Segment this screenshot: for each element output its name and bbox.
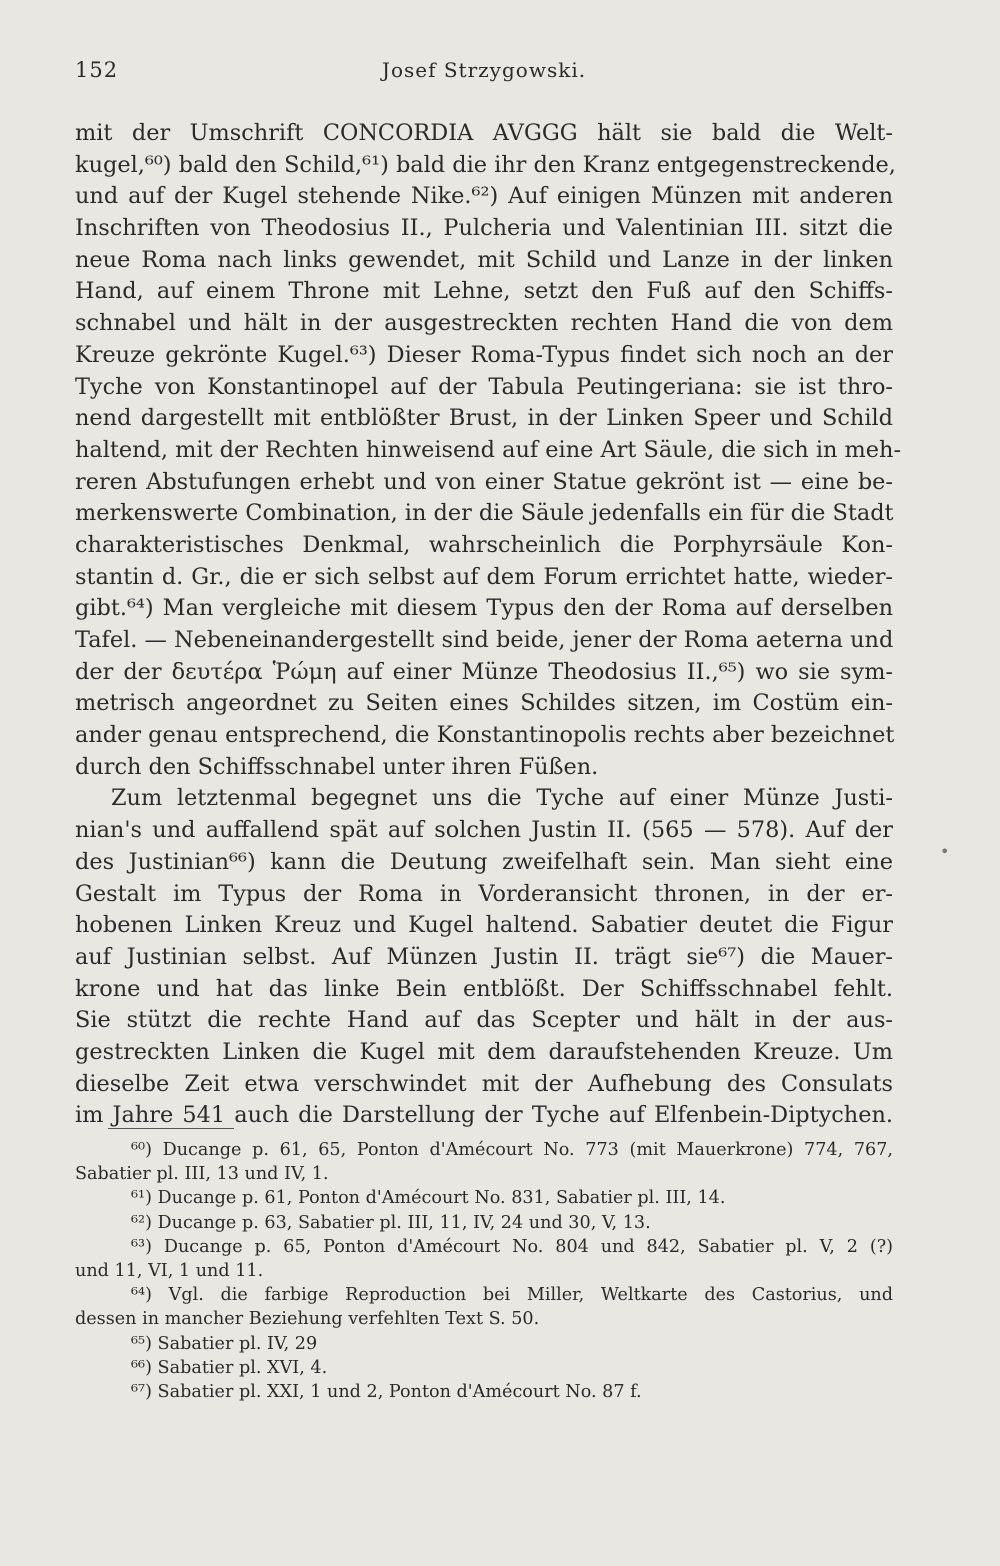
footnote-61: ⁶¹) Ducange p. 61, Ponton d'Amécourt No. 831, Sabatier pl. III, 14. — [131, 1188, 726, 1209]
text-line: auf Justinian selbst. Auf Münzen Justin II. trägt sie⁶⁷) die Mauer- — [75, 943, 893, 970]
footnote-63: ⁶³) Ducange p. 65, Ponton d'Amécourt No. 804 und 842, Sabatier pl. V, 2 (?) — [131, 1236, 893, 1257]
text-line: krone und hat das linke Bein entblößt. Der Schiffsschnabel fehlt. — [75, 975, 893, 1002]
page-number: 152 — [75, 58, 119, 82]
text-line: kugel,⁶⁰) bald den Schild,⁶¹) bald die ihr den Kranz entgegenstreckende, — [75, 151, 896, 178]
text-line: ander genau entsprechend, die Konstantinopolis rechts aber bezeichnet — [75, 722, 895, 749]
footnote-65: ⁶⁵) Sabatier pl. IV, 29 — [131, 1333, 318, 1354]
text-line: Tyche von Konstantinopel auf der Tabula Peutingeriana: sie ist thro- — [75, 373, 893, 400]
text-line: neue Roma nach links gewendet, mit Schild und Lanze in der linken — [75, 246, 893, 273]
footnote-62: ⁶²) Ducange p. 63, Sabatier pl. III, 11, IV, 24 und 30, V, 13. — [131, 1212, 651, 1233]
text-line: Gestalt im Typus der Roma in Vorderansicht thronen, in der er- — [75, 880, 893, 907]
text-line: Hand, auf einem Throne mit Lehne, setzt den Fuß auf den Schiffs- — [75, 278, 893, 305]
text-line: Kreuze gekrönte Kugel.⁶³) Dieser Roma-Typus findet sich noch an der — [75, 341, 893, 368]
footnote-64-cont: dessen in mancher Beziehung verfehlten Text S. 50. — [75, 1309, 540, 1330]
paragraph-end-line: durch den Schiffsschnabel unter ihren Füßen. — [75, 753, 599, 780]
text-line: reren Abstufungen erhebt und von einer Statue gekrönt ist — eine be- — [75, 468, 893, 495]
text-line: und auf der Kugel stehende Nike.⁶²) Auf einigen Münzen mit anderen — [75, 183, 893, 210]
text-line: haltend, mit der Rechten hinweisend auf eine Art Säule, die sich in meh- — [75, 436, 902, 463]
text-line: charakteristisches Denkmal, wahrscheinlich die Porphyrsäule Kon- — [75, 531, 893, 558]
text-line: Tafel. — Nebeneinandergestellt sind beide, jener der Roma aeterna und — [75, 627, 894, 653]
footnote-60: ⁶⁰) Ducange p. 61, 65, Ponton d'Amécourt No. 773 (mit Mauerkrone) 774, 767, — [131, 1140, 893, 1160]
running-title: Josef Strzygowski. — [381, 58, 587, 82]
text-line: gestreckten Linken die Kugel mit dem daraufstehenden Kreuze. Um — [75, 1038, 893, 1065]
page-header — [75, 58, 893, 88]
body-text — [75, 118, 902, 1132]
text-line: schnabel und hält in der ausgestreckten rechten Hand die von dem — [75, 310, 893, 337]
text-line: gibt.⁶⁴) Man vergleiche mit diesem Typus den der Roma auf derselben — [75, 595, 893, 622]
text-line: der der δευτέρα Ῥώμη auf einer Münze Theodosius II.,⁶⁵) wo sie sym- — [75, 658, 893, 685]
text-line: merkenswerte Combination, in der die Säule jedenfalls ein für die Stadt — [75, 500, 894, 527]
text-line: des Justinian⁶⁶) kann die Deutung zweifelhaft sein. Man sieht eine — [75, 848, 893, 875]
text-line: nian's und auffallend spät auf solchen Justin II. (565 — 578). Auf der — [75, 817, 893, 844]
text-line: mit der Umschrift CONCORDIA AVGGG hält sie bald die Welt- — [75, 120, 893, 146]
footnote-60-cont: Sabatier pl. III, 13 und IV, 1. — [75, 1164, 329, 1185]
text-line: dieselbe Zeit etwa verschwindet mit der Aufhebung des Consulats — [75, 1070, 893, 1097]
footnote-67: ⁶⁷) Sabatier pl. XXI, 1 und 2, Ponton d'Amécourt No. 87 f. — [131, 1381, 642, 1402]
paragraph-start-line: Zum letztenmal begegnet uns die Tyche auf einer Münze Justi- — [111, 785, 893, 812]
text-line: metrisch angeordnet zu Seiten eines Schildes sitzen, im Costüm ein- — [75, 690, 893, 717]
footnote-63-cont: und 11, VI, 1 und 11. — [75, 1260, 264, 1281]
margin-mark: • — [940, 842, 950, 861]
text-line: Inschriften von Theodosius II., Pulcheria und Valentinian III. sitzt die — [75, 215, 893, 242]
text-line: hobenen Linken Kreuz und Kugel haltend. Sabatier deutet die Figur — [75, 912, 893, 939]
text-line: stantin d. Gr., die er sich selbst auf dem Forum errichtet hatte, wieder- — [75, 563, 893, 590]
text-line: im Jahre 541 auch die Darstellung der Tyche auf Elfenbein-Diptychen. — [75, 1102, 893, 1129]
footnotes — [75, 1138, 893, 1404]
footnote-66: ⁶⁶) Sabatier pl. XVI, 4. — [131, 1357, 328, 1378]
text-line: Sie stützt die rechte Hand auf das Scepter und hält in der aus- — [75, 1007, 893, 1034]
text-line: nend dargestellt mit entblößter Brust, in der Linken Speer und Schild — [75, 405, 893, 432]
footnote-separator — [108, 1128, 234, 1129]
footnote-64: ⁶⁴) Vgl. die farbige Reproduction bei Miller, Weltkarte des Castorius, und — [131, 1285, 893, 1306]
